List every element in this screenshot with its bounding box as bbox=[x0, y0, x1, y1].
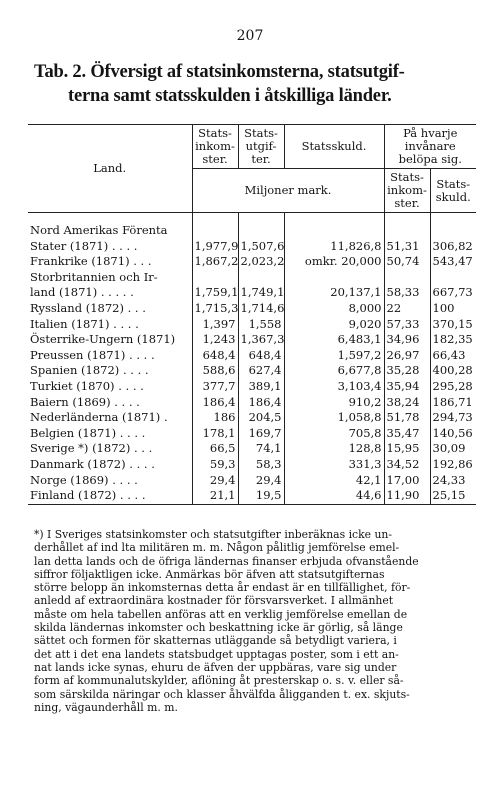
table-row bbox=[28, 379, 476, 395]
cell-per-capita-skuld: 400,28 bbox=[430, 363, 476, 379]
cell-statsinkomster: 1,867,2 bbox=[192, 254, 238, 270]
table-row bbox=[28, 473, 476, 489]
footnote bbox=[34, 528, 472, 714]
footnote-line: *) I Sveriges statsinkomster och statsutgifter inberäknas icke un- bbox=[34, 528, 392, 541]
country: Preussen (1871) . . . . bbox=[30, 347, 155, 362]
cell-per-capita-skuld: 66,43 bbox=[430, 348, 476, 364]
cell-statsskuld: 1,597,2 bbox=[284, 348, 384, 364]
country: Stater (1871) . . . . bbox=[30, 238, 138, 253]
cell-per-capita-skuld: 24,33 bbox=[430, 473, 476, 489]
footnote-line: derhållet af ind lta militären m. m. Någon pålitlig jemförelse emel- bbox=[34, 541, 400, 555]
cell-statsutgifter: 19,5 bbox=[238, 488, 284, 504]
cell-per-capita-skuld: 182,35 bbox=[430, 332, 476, 348]
header-sub-statsinkomster-text: Stats- inkom- ster. bbox=[387, 170, 427, 210]
cell-per-capita-inkomster: 51,78 bbox=[384, 410, 430, 426]
cell-statsinkomster: 178,1 bbox=[192, 426, 238, 442]
finance-table bbox=[28, 124, 476, 505]
cell-statsinkomster: 59,3 bbox=[192, 457, 238, 473]
title-line-2: terna samt statsskulden i åtskilliga länder. bbox=[68, 86, 392, 106]
cell-statsinkomster: 1,715,3 bbox=[192, 301, 238, 317]
header-statsinkomster-text: Stats- inkom- ster. bbox=[195, 126, 235, 166]
country: Nord Amerikas Förenta bbox=[30, 223, 168, 237]
cell-per-capita-inkomster: 17,00 bbox=[384, 473, 430, 489]
country: Norge (1869) . . . . bbox=[30, 472, 138, 487]
header-sub-statsskuld-text: Stats- skuld. bbox=[435, 176, 471, 204]
cell-per-capita-skuld: 306,82 bbox=[430, 239, 476, 255]
header-statsinkomster bbox=[192, 125, 238, 169]
cell-statsutgifter bbox=[238, 270, 284, 286]
cell-statsutgifter: 1,749,1 bbox=[238, 285, 284, 301]
cell-statsskuld: 42,1 bbox=[284, 473, 384, 489]
header-sub-statsinkomster bbox=[384, 169, 430, 213]
header-pa-hvarje-text: På hvarje invånare belöpa sig. bbox=[398, 126, 462, 166]
table-gap-row bbox=[28, 213, 476, 224]
cell-per-capita-inkomster: 15,95 bbox=[384, 441, 430, 457]
cell-per-capita-skuld: 25,15 bbox=[430, 488, 476, 504]
page-number: 207 bbox=[236, 28, 264, 44]
footnote-line: ning, vägaunderhåll m. m. bbox=[34, 700, 178, 714]
country: Baiern (1869) . . . . bbox=[30, 394, 140, 409]
cell-statsinkomster: 1,397 bbox=[192, 317, 238, 333]
cell-statsskuld bbox=[284, 223, 384, 239]
table-row bbox=[28, 410, 476, 426]
cell-statsinkomster: 21,1 bbox=[192, 488, 238, 504]
cell-statsskuld: 20,137,1 bbox=[284, 285, 384, 301]
table-row bbox=[28, 441, 476, 457]
cell-statsutgifter bbox=[238, 223, 284, 239]
cell-statsinkomster: 588,6 bbox=[192, 363, 238, 379]
cell-per-capita-inkomster: 38,24 bbox=[384, 395, 430, 411]
cell-statsskuld: 705,8 bbox=[284, 426, 384, 442]
country: land (1871) . . . . . bbox=[30, 285, 134, 300]
table-row bbox=[28, 426, 476, 442]
footnote-line: skilda ländernas inkomster och beskattning icke är görlig, så länge bbox=[34, 621, 403, 635]
cell-statsutgifter: 204,5 bbox=[238, 410, 284, 426]
table-row bbox=[28, 301, 476, 317]
footnote-line: större belopp än inkomsternas detta år endast är en tillfällighet, för- bbox=[34, 581, 411, 595]
table-row bbox=[28, 332, 476, 348]
cell-per-capita-inkomster bbox=[384, 270, 430, 286]
footnote-line: nat lands icke synas, ehuru de äfven der uppbäras, vare sig under bbox=[34, 660, 397, 674]
cell-statsinkomster: 29,4 bbox=[192, 473, 238, 489]
cell-statsskuld: 128,8 bbox=[284, 441, 384, 457]
cell-statsskuld: 44,6 bbox=[284, 488, 384, 504]
cell-per-capita-skuld: 192,86 bbox=[430, 457, 476, 473]
cell-per-capita-skuld: 294,73 bbox=[430, 410, 476, 426]
cell-per-capita-inkomster: 51,31 bbox=[384, 239, 430, 255]
cell-statsskuld: 8,000 bbox=[284, 301, 384, 317]
country: Finland (1872) . . . . bbox=[28, 488, 192, 504]
cell-per-capita-skuld bbox=[430, 270, 476, 286]
cell-statsutgifter: 58,3 bbox=[238, 457, 284, 473]
cell-per-capita-inkomster: 26,97 bbox=[384, 348, 430, 364]
cell-per-capita-inkomster: 50,74 bbox=[384, 254, 430, 270]
cell-statsinkomster: 377,7 bbox=[192, 379, 238, 395]
footnote-line: form af kommunalutskylder, aflöning åt presterskap o. s. v. eller så- bbox=[34, 674, 404, 688]
cell-statsinkomster: 648,4 bbox=[192, 348, 238, 364]
cell-per-capita-inkomster: 58,33 bbox=[384, 285, 430, 301]
footnote-line: det att i det ena landets statsbudget upptagas poster, som i ett an- bbox=[34, 647, 399, 661]
cell-statsutgifter: 2,023,2 bbox=[238, 254, 284, 270]
header-pa-hvarje bbox=[384, 125, 476, 169]
cell-statsinkomster: 66,5 bbox=[192, 441, 238, 457]
cell-per-capita-inkomster bbox=[384, 223, 430, 239]
country: Frankrike (1871) . . . bbox=[30, 254, 152, 269]
table-row bbox=[28, 457, 476, 473]
cell-statsskuld: omkr. 20,000 bbox=[284, 254, 384, 270]
table-row bbox=[28, 317, 476, 333]
footnote-line: sättet och formen för skatternas utläggande så betydligt variera, i bbox=[34, 634, 397, 648]
cell-statsutgifter: 29,4 bbox=[238, 473, 284, 489]
cell-statsutgifter: 169,7 bbox=[238, 426, 284, 442]
cell-per-capita-skuld: 30,09 bbox=[430, 441, 476, 457]
cell-statsutgifter: 1,367,3 bbox=[238, 332, 284, 348]
cell-per-capita-inkomster: 35,94 bbox=[384, 379, 430, 395]
footnote-line: som särskilda näringar och klasser åhvälfda åligganden t. ex. skjuts- bbox=[34, 687, 410, 701]
footnote-line: anledd af extraordinära kostnader för försvarsverket. I allmänhet bbox=[34, 594, 394, 608]
country: Belgien (1871) . . . . bbox=[30, 425, 146, 440]
footnote-line: siffror följaktligen icke. Anmärkas bör äfven att statsutgifternas bbox=[34, 567, 385, 581]
country: Turkiet (1870) . . . . bbox=[30, 378, 144, 393]
cell-per-capita-skuld: 667,73 bbox=[430, 285, 476, 301]
cell-per-capita-inkomster: 34,52 bbox=[384, 457, 430, 473]
cell-statsskuld: 11,826,8 bbox=[284, 239, 384, 255]
country: Spanien (1872) . . . . bbox=[30, 363, 149, 378]
cell-statsutgifter: 1,507,6 bbox=[238, 239, 284, 255]
table-row bbox=[28, 363, 476, 379]
cell-statsutgifter: 648,4 bbox=[238, 348, 284, 364]
table-row bbox=[28, 223, 476, 239]
table-body bbox=[28, 213, 476, 505]
cell-statsutgifter: 74,1 bbox=[238, 441, 284, 457]
footnote-line: måste om hela tabellen anföras att en verklig jemförelse emellan de bbox=[34, 607, 408, 621]
cell-per-capita-skuld: 186,71 bbox=[430, 395, 476, 411]
cell-per-capita-inkomster: 34,96 bbox=[384, 332, 430, 348]
country: Storbritannien och Ir- bbox=[30, 269, 158, 284]
cell-statsinkomster: 1,243 bbox=[192, 332, 238, 348]
cell-statsinkomster bbox=[192, 223, 238, 239]
cell-per-capita-skuld: 100 bbox=[430, 301, 476, 317]
title-line-1: Tab. 2. Öfversigt af statsinkomsterna, statsutgif- bbox=[34, 62, 405, 82]
table-title bbox=[34, 60, 474, 108]
cell-statsutgifter: 186,4 bbox=[238, 395, 284, 411]
cell-statsskuld: 3,103,4 bbox=[284, 379, 384, 395]
table-row bbox=[28, 254, 476, 270]
cell-statsutgifter: 1,558 bbox=[238, 317, 284, 333]
cell-per-capita-inkomster: 35,47 bbox=[384, 426, 430, 442]
table-row bbox=[28, 239, 476, 255]
cell-statsutgifter: 1,714,6 bbox=[238, 301, 284, 317]
cell-statsinkomster: 186 bbox=[192, 410, 238, 426]
country: Sverige *) (1872) . . . bbox=[30, 441, 153, 456]
footnote-line: lan detta lands och de öfriga ländernas finanser erbjuda ofvanstående bbox=[34, 554, 419, 568]
cell-statsinkomster: 1,759,1 bbox=[192, 285, 238, 301]
header-statsskuld: Statsskuld. bbox=[284, 125, 384, 169]
cell-per-capita-inkomster: 22 bbox=[384, 301, 430, 317]
table-row bbox=[28, 285, 476, 301]
cell-statsutgifter: 389,1 bbox=[238, 379, 284, 395]
cell-statsskuld: 910,2 bbox=[284, 395, 384, 411]
cell-per-capita-skuld: 543,47 bbox=[430, 254, 476, 270]
country: Nederländerna (1871) . bbox=[30, 410, 168, 425]
table-row bbox=[28, 348, 476, 364]
cell-per-capita-inkomster: 11,90 bbox=[384, 488, 430, 504]
cell-statsskuld: 9,020 bbox=[284, 317, 384, 333]
cell-per-capita-skuld: 295,28 bbox=[430, 379, 476, 395]
cell-statsskuld: 6,677,8 bbox=[284, 363, 384, 379]
cell-per-capita-skuld bbox=[430, 223, 476, 239]
header-statsutgifter-text: Stats- utgif- ter. bbox=[244, 126, 278, 166]
header-miljoner-mark: Miljoner mark. bbox=[192, 169, 384, 213]
cell-statsskuld: 1,058,8 bbox=[284, 410, 384, 426]
cell-per-capita-inkomster: 35,28 bbox=[384, 363, 430, 379]
cell-statsinkomster: 1,977,9 bbox=[192, 239, 238, 255]
header-statsutgifter bbox=[238, 125, 284, 169]
country: Danmark (1872) . . . . bbox=[30, 456, 155, 471]
country: Ryssland (1872) . . . bbox=[30, 300, 146, 315]
cell-statsutgifter: 627,4 bbox=[238, 363, 284, 379]
table-row bbox=[28, 270, 476, 286]
country: Österrike-Ungern (1871) bbox=[30, 332, 176, 347]
cell-statsskuld: 331,3 bbox=[284, 457, 384, 473]
country: Italien (1871) . . . . bbox=[30, 316, 139, 331]
table-row bbox=[28, 395, 476, 411]
cell-statsinkomster bbox=[192, 270, 238, 286]
header-sub-statsskuld bbox=[430, 169, 476, 213]
cell-per-capita-skuld: 370,15 bbox=[430, 317, 476, 333]
table-row bbox=[28, 488, 476, 504]
header-land: Land. bbox=[28, 125, 192, 213]
cell-per-capita-inkomster: 57,33 bbox=[384, 317, 430, 333]
cell-statsinkomster: 186,4 bbox=[192, 395, 238, 411]
cell-statsskuld: 6,483,1 bbox=[284, 332, 384, 348]
cell-statsskuld bbox=[284, 270, 384, 286]
cell-per-capita-skuld: 140,56 bbox=[430, 426, 476, 442]
